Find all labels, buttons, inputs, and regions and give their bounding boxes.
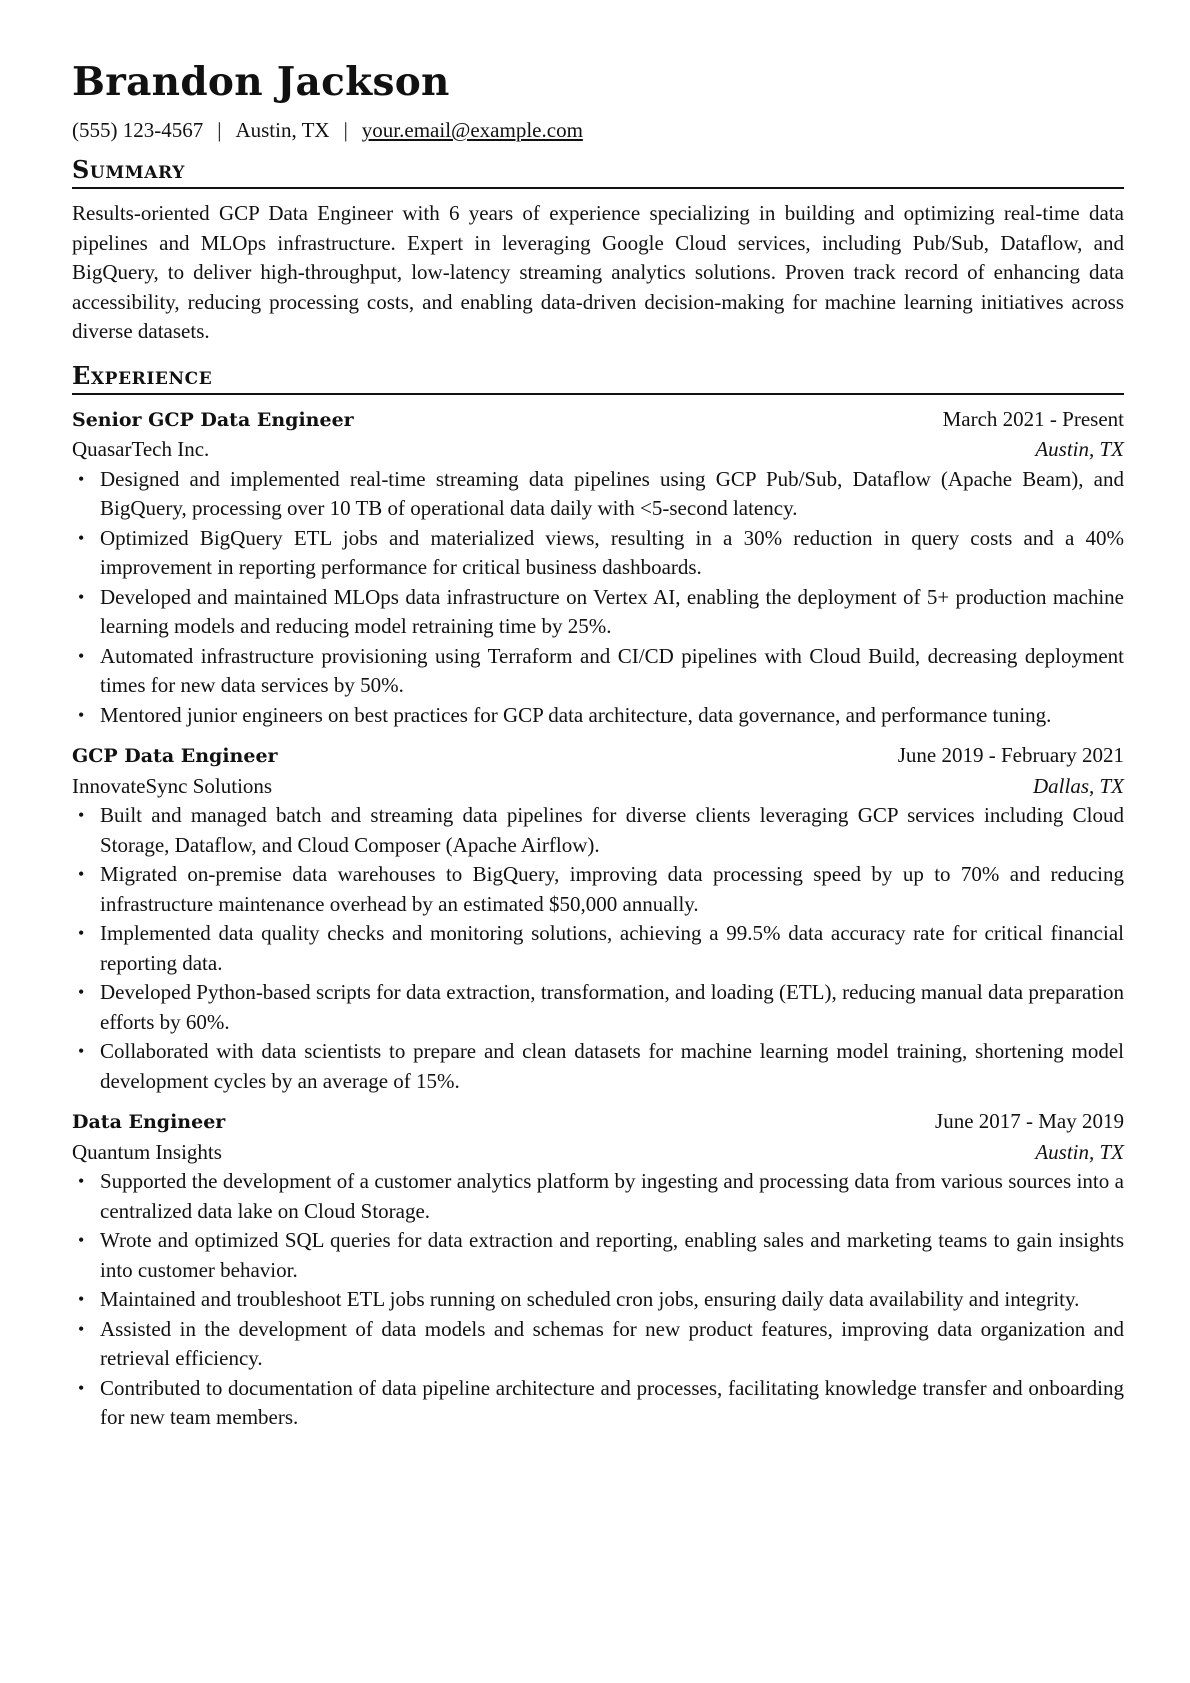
bullet-icon: • (78, 704, 85, 725)
job-bullet (72, 1226, 1124, 1285)
summary-text: Results-oriented GCP Data Engineer with 6 years of experience specializing in building and optimizing real-time data pipelines and MLOps infrastructure. Expert in leveraging Google Cloud services, including Pub/Sub, Dataflow, and BigQuery, to deliver high-throughput, low-latency streaming analytics solutions. Proven track record of enhancing data accessibility, reducing processing costs, and enabling data-driven decision-making for machine learning initiatives across diverse datasets. (72, 201, 1124, 343)
job-dates: March 2021 - Present (942, 406, 1124, 431)
section-divider (72, 187, 1124, 189)
bullet-text: Developed and maintained MLOps data infrastructure on Vertex AI, enabling the deployment of 5+ production machine learning models and reducing model retraining time by 25%. (100, 584, 1124, 638)
bullet-icon: • (78, 805, 85, 825)
bullet-icon: • (78, 1289, 85, 1309)
job-bullet (72, 1285, 1124, 1315)
bullet-text: Assisted in the development of data models and schemas for new product features, improving data organization and retrieval efficiency. (100, 1316, 1124, 1370)
job-company: InnovateSync Solutions (72, 773, 273, 798)
job-title: Senior GCP Data Engineer (72, 408, 354, 431)
job-title: Data Engineer (72, 1111, 226, 1133)
contact-location: Austin, TX (235, 118, 330, 142)
bullet-text: Automated infrastructure provisioning using Terraform and CI/CD pipelines with Cloud Build, decreasing deployment times for new data services by 50%. (100, 643, 1124, 697)
job-bullet (72, 978, 1124, 1037)
summary-heading: Summary (72, 155, 185, 184)
job-location: Austin, TX (1035, 1139, 1124, 1164)
bullet-text: Collaborated with data scientists to prepare and clean datasets for machine learning model training, shortening model development cycles by an average of 15%. (100, 1039, 1124, 1093)
bullet-text: Developed Python-based scripts for data extraction, transformation, and loading (ETL), reducing manual data preparation efforts by 60%. (100, 980, 1124, 1034)
contact-phone: (555) 123-4567 (72, 118, 204, 142)
contact-line (72, 115, 1124, 145)
job-subheader (72, 435, 1124, 465)
bullet-text: Wrote and optimized SQL queries for data extraction and reporting, enabling sales and marketing teams to gain insights into customer behavior. (100, 1228, 1124, 1282)
job-location: Austin, TX (1035, 437, 1124, 461)
bullet-icon: • (78, 1318, 85, 1339)
job-bullet (72, 1167, 1124, 1226)
bullet-text: Contributed to documentation of data pipeline architecture and processes, facilitating knowledge transfer and onboarding for new team members. (100, 1375, 1124, 1429)
bullet-icon: • (78, 586, 85, 607)
job-title: GCP Data Engineer (72, 745, 278, 767)
bullet-icon: • (78, 645, 85, 666)
bullet-text: Mentored junior engineers on best practices for GCP data architecture, data governance, and performance tuning. (100, 702, 1052, 727)
job-bullets (72, 1167, 1124, 1433)
job-entry (72, 405, 1124, 731)
job-bullet (72, 465, 1124, 524)
contact-separator: | (217, 118, 222, 142)
bullet-text: Migrated on-premise data warehouses to BigQuery, improving data processing speed by up to 70% and reducing infrastructure maintenance overhead by an estimated $50,000 annually. (100, 862, 1124, 916)
candidate-name: Brandon Jackson (72, 59, 450, 105)
experience-list (72, 405, 1124, 1433)
bullet-icon: • (78, 1041, 85, 1061)
bullet-icon: • (78, 982, 85, 1002)
job-company: QuasarTech Inc. (72, 437, 210, 461)
job-company: Quantum Insights (72, 1139, 222, 1164)
contact-separator: | (343, 118, 348, 142)
job-bullet (72, 524, 1124, 583)
experience-heading: Experience (72, 360, 213, 390)
bullet-icon: • (78, 1171, 85, 1191)
job-entry (72, 1107, 1124, 1433)
bullet-text: Implemented data quality checks and monitoring solutions, achieving a 99.5% data accuracy rate for critical financial reporting data. (100, 921, 1124, 975)
job-bullet (72, 583, 1124, 642)
job-header (72, 405, 1124, 436)
job-bullet (72, 1374, 1124, 1433)
job-entry (72, 741, 1124, 1096)
bullet-text: Maintained and troubleshoot ETL jobs running on scheduled cron jobs, ensuring daily data availability and integrity. (100, 1287, 1080, 1311)
job-bullets (72, 801, 1124, 1096)
job-bullet (72, 701, 1124, 731)
job-bullets (72, 465, 1124, 731)
job-bullet (72, 801, 1124, 860)
section-divider (72, 393, 1124, 395)
bullet-text: Designed and implemented real-time streaming data pipelines using GCP Pub/Sub, Dataflow (Apache Beam), and BigQuery, processing over 10 TB of operational data daily with <5-second latency. (100, 466, 1124, 520)
bullet-icon: • (78, 923, 85, 943)
bullet-text: Built and managed batch and streaming data pipelines for diverse clients leveraging GCP services including Cloud Storage, Dataflow, and Cloud Composer (Apache Airflow). (100, 803, 1124, 857)
bullet-icon: • (78, 468, 85, 489)
job-header (72, 741, 1124, 772)
job-subheader (72, 772, 1124, 802)
job-bullet (72, 1037, 1124, 1096)
bullet-text: Optimized BigQuery ETL jobs and materialized views, resulting in a 30% reduction in query costs and a 40% improvement in reporting performance for critical business dashboards. (100, 525, 1124, 579)
job-subheader (72, 1138, 1124, 1168)
bullet-icon: • (78, 864, 85, 884)
bullet-text: Supported the development of a customer analytics platform by ingesting and processing data from various sources into a centralized data lake on Cloud Storage. (100, 1169, 1124, 1223)
bullet-icon: • (78, 527, 85, 548)
job-dates: June 2019 - February 2021 (897, 743, 1124, 767)
job-bullet (72, 919, 1124, 978)
job-header (72, 1107, 1124, 1138)
job-bullet (72, 1315, 1124, 1374)
job-bullet (72, 642, 1124, 701)
job-location: Dallas, TX (1032, 773, 1124, 798)
job-dates: June 2017 - May 2019 (935, 1109, 1124, 1133)
job-bullet (72, 860, 1124, 919)
contact-email-link[interactable]: your.email@example.com (361, 118, 583, 142)
bullet-icon: • (78, 1230, 85, 1250)
bullet-icon: • (78, 1377, 85, 1398)
